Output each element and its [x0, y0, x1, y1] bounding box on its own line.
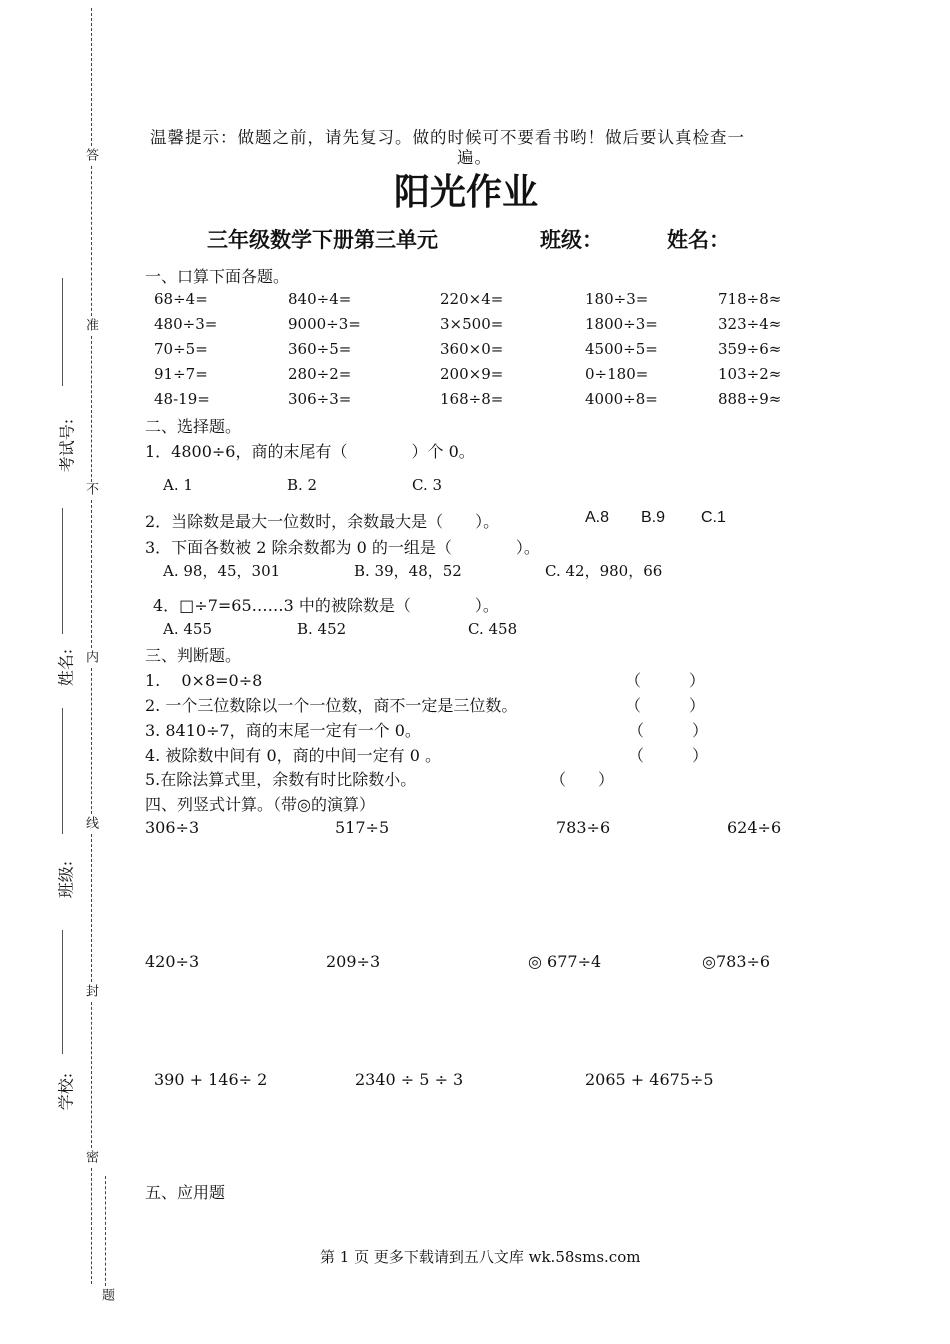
choice-option: A. 98，45，301	[163, 562, 281, 580]
choice-option: C. 3	[412, 476, 443, 494]
seal-char: 不	[83, 482, 98, 495]
calc-problem: 209÷3	[326, 952, 381, 971]
seal-dashed-line	[91, 1002, 92, 1148]
section1-heading: 一、口算下面各题。	[145, 267, 290, 286]
arithmetic-item: 0÷180=	[585, 365, 649, 383]
choice-option: B. 2	[287, 476, 318, 494]
student-name-label: 姓名:	[56, 648, 76, 687]
judge-answer-parens: （ ）	[625, 696, 706, 715]
student-name-line	[62, 508, 63, 634]
choice-question-1: 1．4800÷6，商的末尾有（ ）个 0。	[145, 442, 475, 461]
calc-problem: 517÷5	[335, 818, 390, 837]
arithmetic-item: 220×4=	[440, 290, 504, 308]
seal-dashed-line	[91, 8, 92, 146]
arithmetic-item: 70÷5=	[154, 340, 208, 358]
arithmetic-item: 91÷7=	[154, 365, 208, 383]
exam-number-label: 考试号:	[57, 418, 77, 473]
calc-problem: 2340 ÷ 5 ÷ 3	[355, 1070, 464, 1089]
seal-dashed-line	[91, 834, 92, 982]
arithmetic-item: 168÷8=	[440, 390, 504, 408]
seal-dashed-line	[91, 500, 92, 648]
judge-answer-parens: （ ）	[628, 746, 709, 765]
class-label: 班级:	[56, 860, 76, 899]
seal-dashed-line	[91, 336, 92, 482]
arithmetic-item: 280÷2=	[288, 365, 352, 383]
seal-char: 准	[83, 318, 98, 331]
section2-heading: 二、选择题。	[145, 417, 242, 436]
class-line	[62, 708, 63, 834]
calc-problem: 2065 + 4675÷5	[585, 1070, 714, 1089]
calc-problem: ◎ 677÷4	[528, 952, 602, 971]
arithmetic-item: 360×0=	[440, 340, 504, 358]
calc-problem: 624÷6	[727, 818, 782, 837]
seal-dashed-line	[91, 166, 92, 316]
arithmetic-item: 359÷6≈	[718, 340, 782, 358]
judge-item: 1. 0×8=0÷8	[145, 671, 263, 690]
arithmetic-item: 9000÷3=	[288, 315, 361, 333]
arithmetic-item: 4500÷5=	[585, 340, 658, 358]
arithmetic-item: 718÷8≈	[718, 290, 782, 308]
choice-option: C.1	[701, 509, 726, 526]
arithmetic-item: 200×9=	[440, 365, 504, 383]
arithmetic-item: 3×500=	[440, 315, 504, 333]
seal-dashed-line	[91, 668, 92, 814]
choice-option: B. 452	[297, 620, 347, 638]
arithmetic-item: 180÷3=	[585, 290, 649, 308]
section4-heading: 四、列竖式计算。（带◎的演算）	[145, 795, 375, 814]
calc-problem: 420÷3	[145, 952, 200, 971]
seal-char: 封	[83, 984, 98, 997]
seal-char: 题	[99, 1288, 114, 1301]
arithmetic-item: 306÷3=	[288, 390, 352, 408]
choice-option: B. 39，48，52	[354, 562, 462, 580]
calc-problem: 390 + 146÷ 2	[154, 1070, 268, 1089]
choice-option: B.9	[641, 509, 666, 526]
calc-problem: 783÷6	[556, 818, 611, 837]
arithmetic-item: 323÷4≈	[718, 315, 782, 333]
choice-option: A.8	[585, 509, 610, 526]
arithmetic-item: 4000÷8=	[585, 390, 658, 408]
judge-answer-parens: （ ）	[550, 770, 615, 789]
school-line	[62, 930, 63, 1054]
seal-char: 答	[83, 148, 98, 161]
arithmetic-item: 103÷2≈	[718, 365, 782, 383]
notice-line-1: 温馨提示：做题之前，请先复习。做的时候可不要看书哟！做后要认真检查一	[150, 128, 745, 147]
arithmetic-item: 1800÷3=	[585, 315, 658, 333]
notice-line-2: 遍。	[457, 148, 492, 167]
judge-item: 5.在除法算式里，余数有时比除数小。	[145, 770, 417, 789]
seal-char: 内	[83, 650, 98, 663]
judge-item: 2. 一个三位数除以一个一位数，商不一定是三位数。	[145, 696, 518, 715]
section3-heading: 三、判断题。	[145, 646, 242, 665]
arithmetic-item: 840÷4=	[288, 290, 352, 308]
section5-heading: 五、应用题	[145, 1183, 226, 1202]
judge-item: 4. 被除数中间有 0，商的中间一定有 0 。	[145, 746, 441, 765]
choice-option: A. 1	[163, 476, 193, 494]
judge-item: 3. 8410÷7，商的末尾一定有一个 0。	[145, 721, 421, 740]
choice-option: A. 455	[163, 620, 212, 638]
arithmetic-item: 480÷3=	[154, 315, 218, 333]
school-label: 学校:	[56, 1072, 76, 1111]
arithmetic-item: 888÷9≈	[718, 390, 782, 408]
arithmetic-item: 360÷5=	[288, 340, 352, 358]
page-title: 阳光作业	[394, 172, 539, 213]
seal-dashed-line	[105, 1176, 106, 1286]
judge-answer-parens: （ ）	[625, 671, 706, 690]
class-field-label: 班级：	[540, 228, 603, 252]
judge-answer-parens: （ ）	[628, 721, 709, 740]
subtitle: 三年级数学下册第三单元	[207, 228, 438, 252]
seal-dashed-line	[91, 1168, 92, 1284]
seal-char: 线	[83, 816, 98, 829]
calc-problem: 306÷3	[145, 818, 200, 837]
choice-question-3: 3．下面各数被 2 除余数都为 0 的一组是（ ）。	[145, 538, 540, 557]
choice-option: C. 42，980，66	[545, 562, 663, 580]
calc-problem: ◎783÷6	[702, 952, 771, 971]
arithmetic-item: 48-19=	[154, 390, 210, 408]
choice-question-2: 2．当除数是最大一位数时，余数最大是（ ）。	[145, 512, 500, 531]
exam-number-line	[62, 278, 63, 386]
choice-option: C. 458	[468, 620, 518, 638]
page-footer: 第 1 页 更多下载请到五八文库 wk.58sms.com	[320, 1248, 641, 1266]
choice-question-4: 4．□÷7=65……3 中的被除数是（ ）。	[153, 596, 499, 615]
arithmetic-item: 68÷4=	[154, 290, 208, 308]
name-field-label: 姓名：	[667, 228, 730, 252]
seal-char: 密	[83, 1150, 98, 1163]
